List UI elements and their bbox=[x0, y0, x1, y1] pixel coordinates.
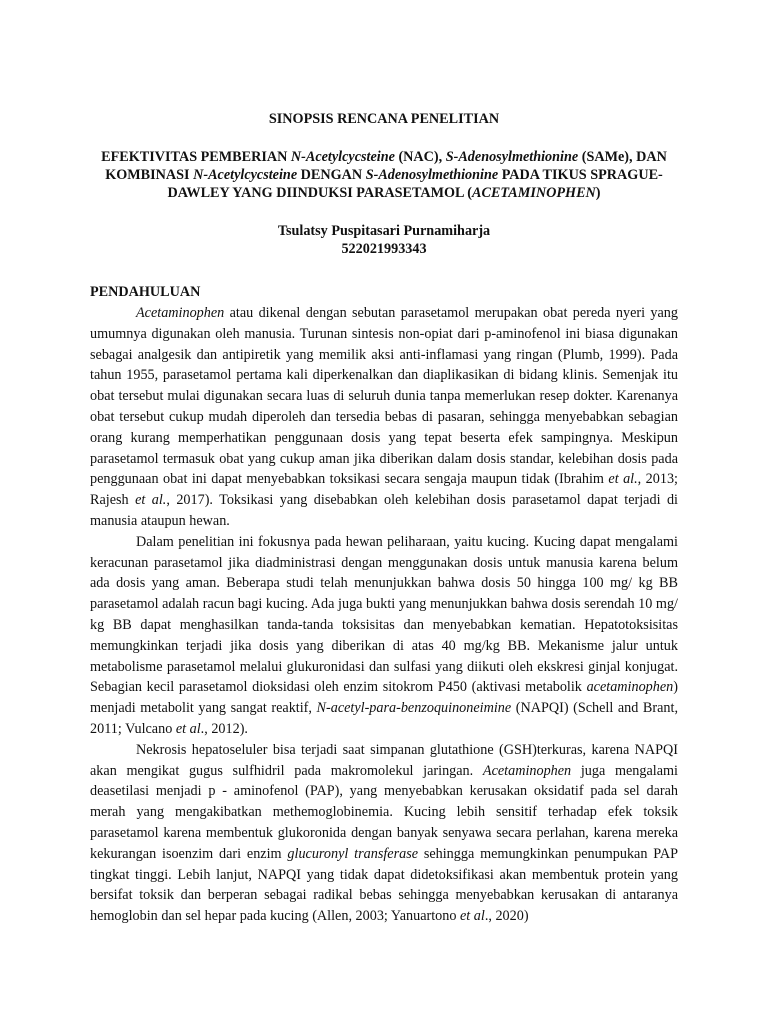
body-text: ., 2012). bbox=[200, 720, 248, 737]
author-name: Tsulatsy Puspitasari Purnamiharja bbox=[277, 223, 491, 239]
title-italic-text: N-Acetylcycsteine bbox=[290, 149, 395, 165]
body-text: juga mengalami deasetilasi menjadi p - aminofenol (PAP), yang menyebabkan kerusakan oksidatif pada sel darah merah yang mengakibatkan methemoglobinemia. Kucing lebih sensitif terhadap efek toksik parasetamol karena membentuk glukoronida dengan banyak senyawa secara perlahan, karena mereka kekurangan isoenzim dari enzim bbox=[90, 762, 679, 862]
italic-text: et al. bbox=[608, 471, 638, 488]
section-heading: PENDAHULUAN bbox=[90, 284, 201, 300]
title-text: (NAC), bbox=[394, 149, 446, 165]
title-italic-text: ACETAMINOPHEN bbox=[472, 185, 596, 201]
research-title bbox=[90, 148, 678, 202]
title-text: PADA TIKUS SPRAGUE-DAWLEY YANG DIINDUKSI PARASETAMOL ( bbox=[167, 167, 663, 201]
paragraph-1 bbox=[90, 303, 678, 532]
body-text: , 2017). Toksikasi yang disebabkan oleh kelebihan dosis parasetamol dapat terjadi di manusia ataupun hewan. bbox=[90, 492, 678, 529]
title-italic-text: S-Adenosylmethionine bbox=[365, 167, 499, 183]
body-text: Dalam penelitian ini fokusnya pada hewan peliharaan, yaitu kucing. Kucing dapat mengalami keracunan parasetamol jika diadministrasi dengan menggunakan dosis untuk manusia karena belum ada dosis yang aman. Beberapa studi telah menunjukkan bahwa dosis 50 hingga 100 mg/ kg BB parasetamol adalah racun bagi kucing. Ada juga bukti yang menunjukkan bahwa dosis serendah 10 mg/ kg BB dapat menghasilkan tanda-tanda toksisitas dan menyebabkan kematian. Hepatotoksisitas memungkinkan terjadi jika dosis yang diberikan di atas 40 mg/kg BB. Mekanisme jalur untuk metabolisme parasetamol melalui glukuronidasi dan sulfasi yang diikuti oleh ekskresi ginjal konjugat. Sebagian kecil parasetamol dioksidasi oleh enzim sitokrom P450 (aktivasi metabolik bbox=[90, 533, 678, 696]
title-italic-text: S-Adenosylmethionine bbox=[445, 149, 579, 165]
italic-text: et al. bbox=[135, 492, 167, 509]
document-title: SINOPSIS RENCANA PENELITIAN bbox=[268, 111, 500, 127]
document-page bbox=[90, 110, 678, 927]
body-text: ) menjadi metabolit yang sangat reaktif, bbox=[90, 679, 678, 717]
italic-text: N-acetyl-para-benzoquinoneimine bbox=[316, 700, 512, 717]
italic-text: Acetaminophen bbox=[136, 305, 225, 321]
title-text: DENGAN bbox=[297, 167, 366, 183]
body-text: atau dikenal dengan sebutan parasetamol merupakan obat pereda nyeri yang umumnya digunakan oleh manusia. Turunan sintesis non-opiat dari p-aminofenol ini biasa digunakan sebagai analgesik dan antipiretik yang memilik aksi anti-inflamasi yang ringan (Plumb, 1999). Pada tahun 1955, parasetamol pertama kali diperkenalkan dan diaplikasikan di bidang klinis. Semenjak itu obat tersebut mulai digunakan secara luas di seluruh dunia tanpa memerlukan resep dokter. Karenanya obat tersebut cukup mudah diperoleh dan tersedia bebas di pasaran, sehingga menyebabkan sebagian orang kurang memperhatikan penggunaan dosis yang tepat beserta efek sampingnya. Meskipun parasetamol termasuk obat yang cukup aman jika diberikan dalam dosis standar, kelebihan dosis pada penggunaan obat ini dapat menyebabkan toksikasi secara sengaja maupun tidak (Ibrahim bbox=[90, 305, 678, 488]
italic-text: et al bbox=[459, 908, 485, 925]
italic-text: acetaminophen bbox=[586, 679, 674, 696]
italic-text: et al bbox=[175, 720, 201, 737]
body-text: (NAPQI) (Schell and Brant, 2011; Vulcano bbox=[90, 700, 678, 737]
title-italic-text: N-Acetylcycsteine bbox=[193, 167, 298, 183]
italic-text: glucuronyl transferase bbox=[287, 845, 419, 862]
body-text: ., 2020) bbox=[484, 908, 529, 925]
title-text: EFEKTIVITAS PEMBERIAN bbox=[101, 149, 291, 165]
italic-text: Acetaminophen bbox=[482, 762, 572, 779]
body-text: Nekrosis hepatoseluler bisa terjadi saat simpanan glutathione (GSH)terkuras, karena NAPQI akan mengikat gugus sulfhidril pada makromolekul jaringan. bbox=[90, 741, 678, 779]
paragraph-3 bbox=[90, 740, 678, 927]
author-id: 522021993343 bbox=[341, 241, 427, 257]
paragraph-2 bbox=[90, 532, 678, 740]
body-text: sehingga memungkinkan penumpukan PAP tingkat tinggi. Lebih lanjut, NAPQI yang tidak dapat didetoksifikasi akan membentuk protein yang bersifat toksik dan berperan sebagai radikal bebas sehingga menyebabkan kerusakan di antaranya hemoglobin dan sel hepar pada kucing (Allen, 2003; Yanuartono bbox=[90, 845, 678, 925]
body-text: , 2013; Rajesh bbox=[90, 471, 678, 509]
title-text: (SAMe), DAN KOMBINASI bbox=[105, 149, 667, 183]
title-text: ) bbox=[595, 185, 601, 201]
